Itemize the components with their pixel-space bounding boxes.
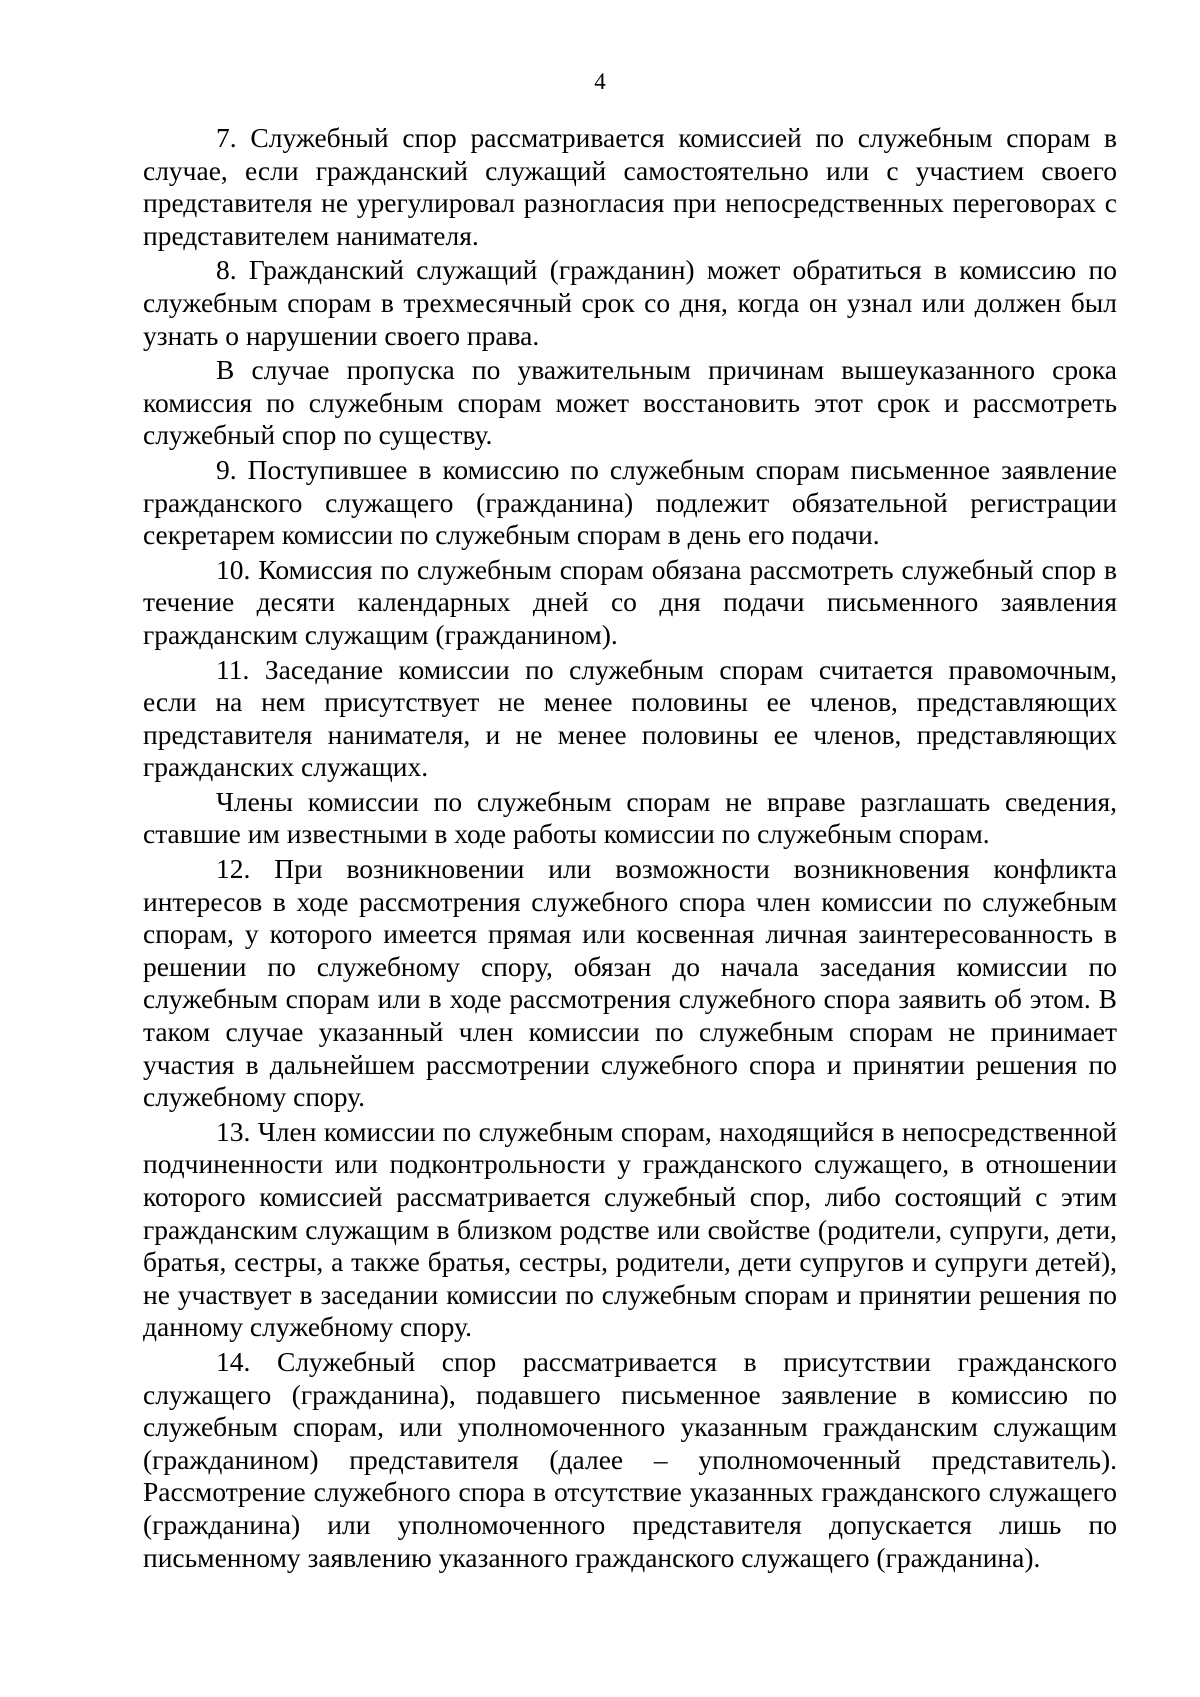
paragraph-item-11: 11. Заседание комиссии по служебным спорам считается правомочным, если на нем присутствует не менее половины ее членов, представляющих представителя нанимателя, и не менее половины ее членов, представляющих гражданских служащих. [143, 653, 1117, 783]
paragraph-item-8: 8. Гражданский служащий (гражданин) может обратиться в комиссию по служебным спорам в трехмесячный срок со дня, когда он узнал или должен был узнать о нарушении своего права. [143, 254, 1117, 351]
paragraph-item-14: 14. Служебный спор рассматривается в присутствии гражданского служащего (гражданина), подавшего письменное заявление в комиссию по служебным спорам, или уполномоченного указанным гражданским служащим (гражданином) представителя (далее – уполномоченный представитель). Рассмотрение служебного спора в отсутствие указанных гражданского служащего (гражданина) или уполномоченного представителя допускается лишь по письменному заявлению указанного гражданского служащего (гражданина). [143, 1345, 1117, 1573]
paragraph-item-9: 9. Поступившее в комиссию по служебным спорам письменное заявление гражданского служащего (гражданина) подлежит обязательной регистрации секретарем комиссии по служебным спорам в день его подачи. [143, 453, 1117, 551]
paragraph-item-13: 13. Член комиссии по служебным спорам, находящийся в непосредственной подчиненности или подконтрольности у гражданского служащего, в отношении которого комиссией рассматривается служебный спор, либо состоящий с этим гражданским служащим в близком родстве или свойстве (родители, супруги, дети, братья, сестры, а также братья, сестры, родители, дети супругов и супруги детей), не участвует в заседании комиссии по служебным спорам и принятии решения по данному служебному спору. [143, 1115, 1117, 1343]
document-body [143, 122, 1117, 1576]
paragraph-item-10: 10. Комиссия по служебным спорам обязана рассмотреть служебный спор в течение десяти календарных дней со дня подачи письменного заявления гражданским служащим (гражданином). [143, 553, 1117, 650]
paragraph-item-7: 7. Служебный спор рассматривается комиссией по служебным спорам в случае, если гражданский служащий самостоятельно или с участием своего представителя не урегулировал разногласия при непосредственных переговорах с представителем нанимателя. [143, 122, 1117, 251]
paragraph-item-12: 12. При возникновении или возможности возникновения конфликта интересов в ходе рассмотрения служебного спора член комиссии по служебным спорам, у которого имеется прямая или косвенная личная заинтересованность в решении по служебному спору, обязан до начала заседания комиссии по служебным спорам или в ходе рассмотрения служебного спора заявить об этом. В таком случае указанный член комиссии по служебным спорам не принимает участия в дальнейшем рассмотрении служебного спора и принятии решения по служебному спору. [143, 853, 1117, 1113]
paragraph-item-8-continuation: В случае пропуска по уважительным причинам вышеуказанного срока комиссия по служебным спорам может восстановить этот срок и рассмотреть служебный спор по существу. [143, 354, 1117, 451]
paragraph-item-11-continuation: Члены комиссии по служебным спорам не вправе разглашать сведения, ставшие им известными в ходе работы комиссии по служебным спорам. [143, 785, 1117, 850]
page-number: 4 [594, 69, 606, 94]
